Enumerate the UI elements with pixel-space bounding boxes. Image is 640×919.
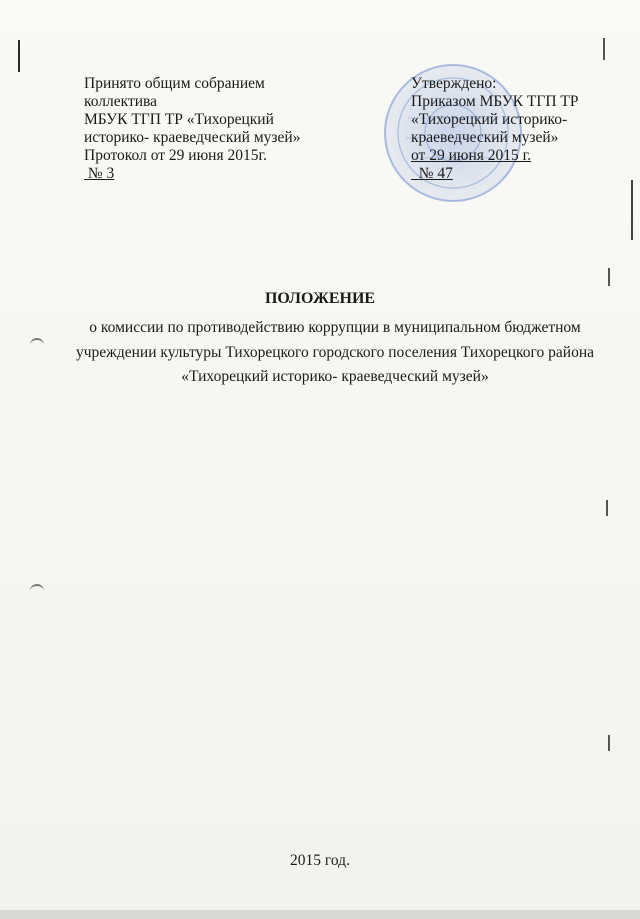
order-number-value: 47	[437, 165, 453, 182]
left-line-1: Принято общим собранием	[84, 75, 265, 92]
scan-mark-top-right	[603, 38, 605, 60]
scan-mark-right-2	[608, 268, 610, 286]
protocol-number-prefix: №	[87, 165, 107, 182]
scan-mark-right-1	[631, 180, 633, 240]
document-title: ПОЛОЖЕНИЕ	[264, 290, 376, 307]
left-line-5: Протокол от 29 июня 2015г.	[84, 147, 267, 164]
right-line-2: Приказом МБУК ТГП ТР	[411, 93, 579, 110]
order-number	[411, 165, 579, 183]
punch-hole-upper	[30, 338, 44, 348]
order-number-prefix: №	[418, 165, 438, 182]
document-subtitle: о комиссии по противодействию коррупции в муниципальном бюджетном учреждении культуры Тихорецкого городского поселения Тихорецкого района «Тихорецкий историко- краеведческий музей»	[75, 319, 595, 385]
left-line-2: коллектива	[84, 93, 158, 110]
right-line-4: краеведческий музей»	[411, 129, 559, 146]
protocol-number-value: 3	[106, 165, 115, 182]
scan-mark-right-3	[606, 500, 608, 516]
right-line-1: Утверждено:	[411, 75, 497, 92]
approval-block-left	[84, 75, 300, 183]
scan-mark-top-left	[18, 40, 20, 72]
protocol-number	[84, 165, 300, 183]
order-date: от 29 июня 2015 г.	[411, 147, 532, 164]
document-year: 2015 год.	[290, 852, 350, 869]
left-line-3: МБУК ТГП ТР «Тихорецкий	[84, 111, 274, 128]
approval-block-right	[411, 75, 579, 183]
scan-mark-right-4	[608, 735, 610, 751]
page-bottom-edge	[0, 910, 640, 919]
left-line-4: историко- краеведческий музей»	[84, 129, 301, 146]
right-line-3: «Тихорецкий историко-	[411, 111, 568, 128]
punch-hole-lower	[30, 584, 44, 594]
